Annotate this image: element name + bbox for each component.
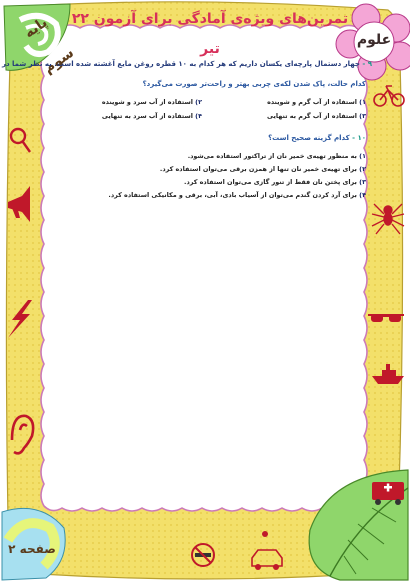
question-10-option-3: ۳) برای پختن نان فقط از تنور گازی می‌توان استفاده کرد. [184,178,366,186]
question-9-option-1: ۱) استفاده از آب گرم و شوینده [267,98,366,106]
question-10-text [268,134,366,142]
question-10-option-2: ۲) برای تهیه‌ی خمیر نان تنها از همزن برقی می‌توان استفاده کرد. [159,165,366,173]
subject-label: علوم [356,32,392,48]
question-9-subtext: کدام حالت، پاک شدن لکه‌ی چربی بهتر و راحت‌تر صورت می‌گیرد؟ [142,80,366,88]
question-10-number: ۱۰ - [352,134,366,142]
question-10-option-1: ۱) به منظور تهیه‌ی خمیر نان از تراکتور استفاده می‌شود. [187,152,366,160]
worksheet-title: تمرین‌های ویژه‌ی آمادگی برای آزمون ۲۲ تیر [71,11,349,57]
question-9-option-3: ۳) استفاده از آب گرم به تنهایی [267,112,366,120]
stopwatch-icon [262,531,268,537]
question-9-option-4: ۴) استفاده از آب سرد به تنهایی [101,112,202,120]
question-9-text [1,60,372,68]
grade-label: پایه سوم [21,14,77,77]
question-10-stem: کدام گزینه صحیح است؟ [268,134,350,142]
page-number-label: صفحه ۲ [8,542,56,556]
question-9-number: ۹ - [362,60,372,68]
question-10-option-4: ۴) برای آرد کردن گندم می‌توان از آسیاب بادی، آبی، برقی و مکانیکی استفاده کرد. [108,191,366,199]
question-9-option-2: ۲) استفاده از آب سرد و شوینده [101,98,202,106]
question-9-stem: چهار دستمال پارچه‌ای یکسان داریم که هر کدام به ۱۰ قطره روغن مایع آغشته شده است. به نظر شما در [1,60,360,68]
